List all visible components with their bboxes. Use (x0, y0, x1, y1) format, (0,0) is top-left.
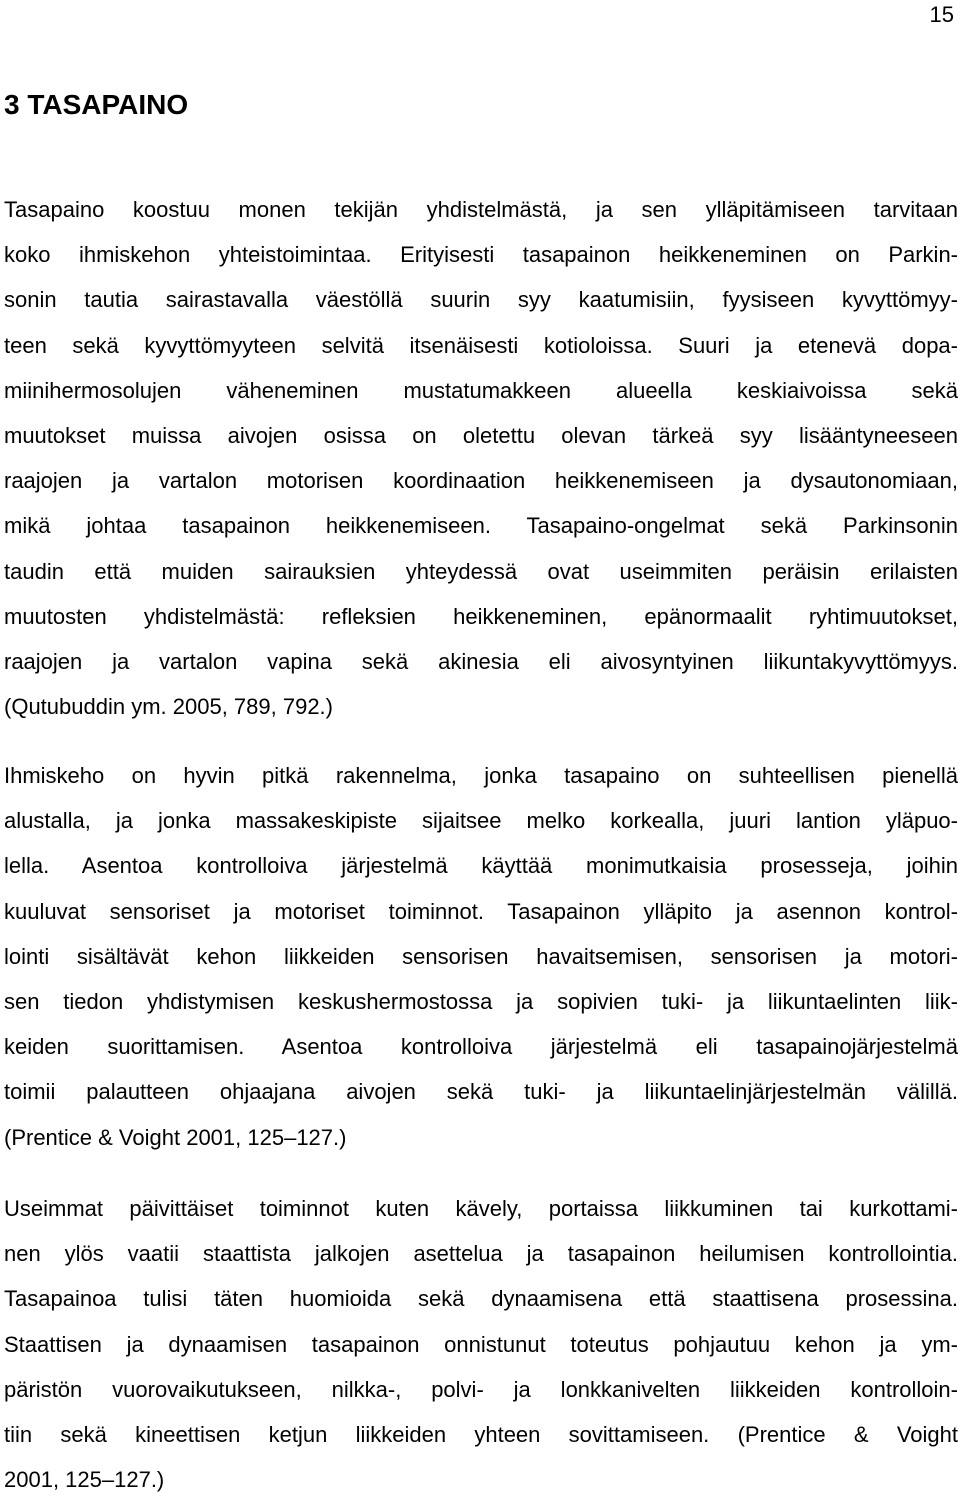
section-heading: 3 TASAPAINO (4, 89, 189, 120)
paragraph-line: sonin tautia sairastavalla väestöllä suurin syy kaatumisiin, fyysiseen kyvyttömyy- (4, 287, 958, 313)
paragraph-line: toimii palautteen ohjaajana aivojen sekä tuki- ja liikuntaelinjärjestelmän välillä. (4, 1079, 958, 1105)
paragraph-line: 2001, 125–127.) (4, 1467, 165, 1493)
paragraph-line: mikä johtaa tasapainon heikkenemiseen. Tasapaino-ongelmat sekä Parkinsonin (4, 513, 958, 539)
paragraph-line: raajojen ja vartalon motorisen koordinaation heikkenemiseen ja dysautonomiaan, (4, 468, 958, 494)
paragraph-line: lella. Asentoa kontrolloiva järjestelmä käyttää monimutkaisia prosesseja, joihin (4, 853, 958, 879)
paragraph-line: päristön vuorovaikutukseen, nilkka-, polvi- ja lonkkanivelten liikkeiden kontrolloin- (4, 1376, 958, 1402)
paragraph-line: nen ylös vaatii staattista jalkojen asettelua ja tasapainon heilumisen kontrollointia. (4, 1241, 958, 1267)
paragraph-line: muutosten yhdistelmästä: refleksien heikkeneminen, epänormaalit ryhtimuutokset, (4, 603, 958, 629)
paragraph-line: kuuluvat sensoriset ja motoriset toiminnot. Tasapainon ylläpito ja asennon kontrol- (4, 898, 958, 924)
paragraph-line: keiden suorittamisen. Asentoa kontrolloiva järjestelmä eli tasapainojärjestelmä (4, 1034, 958, 1060)
paragraph-line: Ihmiskeho on hyvin pitkä rakennelma, jonka tasapaino on suhteellisen pienellä (4, 763, 958, 788)
paragraph-1 (4, 187, 958, 729)
paragraph-line: miinihermosolujen väheneminen mustatumakkeen alueella keskiaivoissa sekä (4, 377, 958, 403)
paragraph-line: Tasapainoa tulisi täten huomioida sekä dynaamisena että staattisena prosessina. (4, 1286, 958, 1312)
paragraph-3 (4, 1186, 958, 1502)
paragraph-line: Tasapaino koostuu monen tekijän yhdistelmästä, ja sen ylläpitämiseen tarvitaan (4, 197, 958, 222)
paragraph-line: alustalla, ja jonka massakeskipiste sijaitsee melko korkealla, juuri lantion yläpuo- (4, 808, 958, 834)
paragraph-line: (Prentice & Voight 2001, 125–127.) (4, 1124, 347, 1150)
paragraph-line: raajojen ja vartalon vapina sekä akinesia eli aivosyntyinen liikuntakyvyttömyys. (4, 649, 958, 675)
paragraph-line: teen sekä kyvyttömyyteen selvitä itsenäisesti kotioloissa. Suuri ja etenevä dopa- (4, 332, 958, 358)
paragraph-line: Staattisen ja dynaamisen tasapainon onnistunut toteutus pohjautuu kehon ja ym- (4, 1331, 958, 1357)
paragraph-line: taudin että muiden sairauksien yhteydessä ovat useimmiten peräisin erilaisten (4, 558, 958, 584)
paragraph-2 (4, 753, 958, 1160)
paragraph-line: sen tiedon yhdistymisen keskushermostossa ja sopivien tuki- ja liikuntaelinten liik- (4, 989, 958, 1015)
paragraph-line: lointi sisältävät kehon liikkeiden sensorisen havaitsemisen, sensorisen ja motori- (4, 943, 958, 969)
paragraph-line: tiin sekä kineettisen ketjun liikkeiden yhteen sovittamiseen. (Prentice & Voight (4, 1422, 958, 1448)
page-number: 15 (929, 2, 954, 27)
paragraph-line: koko ihmiskehon yhteistoimintaa. Erityisesti tasapainon heikkeneminen on Parkin- (4, 242, 958, 268)
paragraph-line: muutokset muissa aivojen osissa on oletettu olevan tärkeä syy lisääntyneeseen (4, 423, 958, 449)
paragraph-line: Useimmat päivittäiset toiminnot kuten kävely, portaissa liikkuminen tai kurkottami- (4, 1196, 958, 1221)
paragraph-line: (Qutubuddin ym. 2005, 789, 792.) (4, 694, 333, 720)
